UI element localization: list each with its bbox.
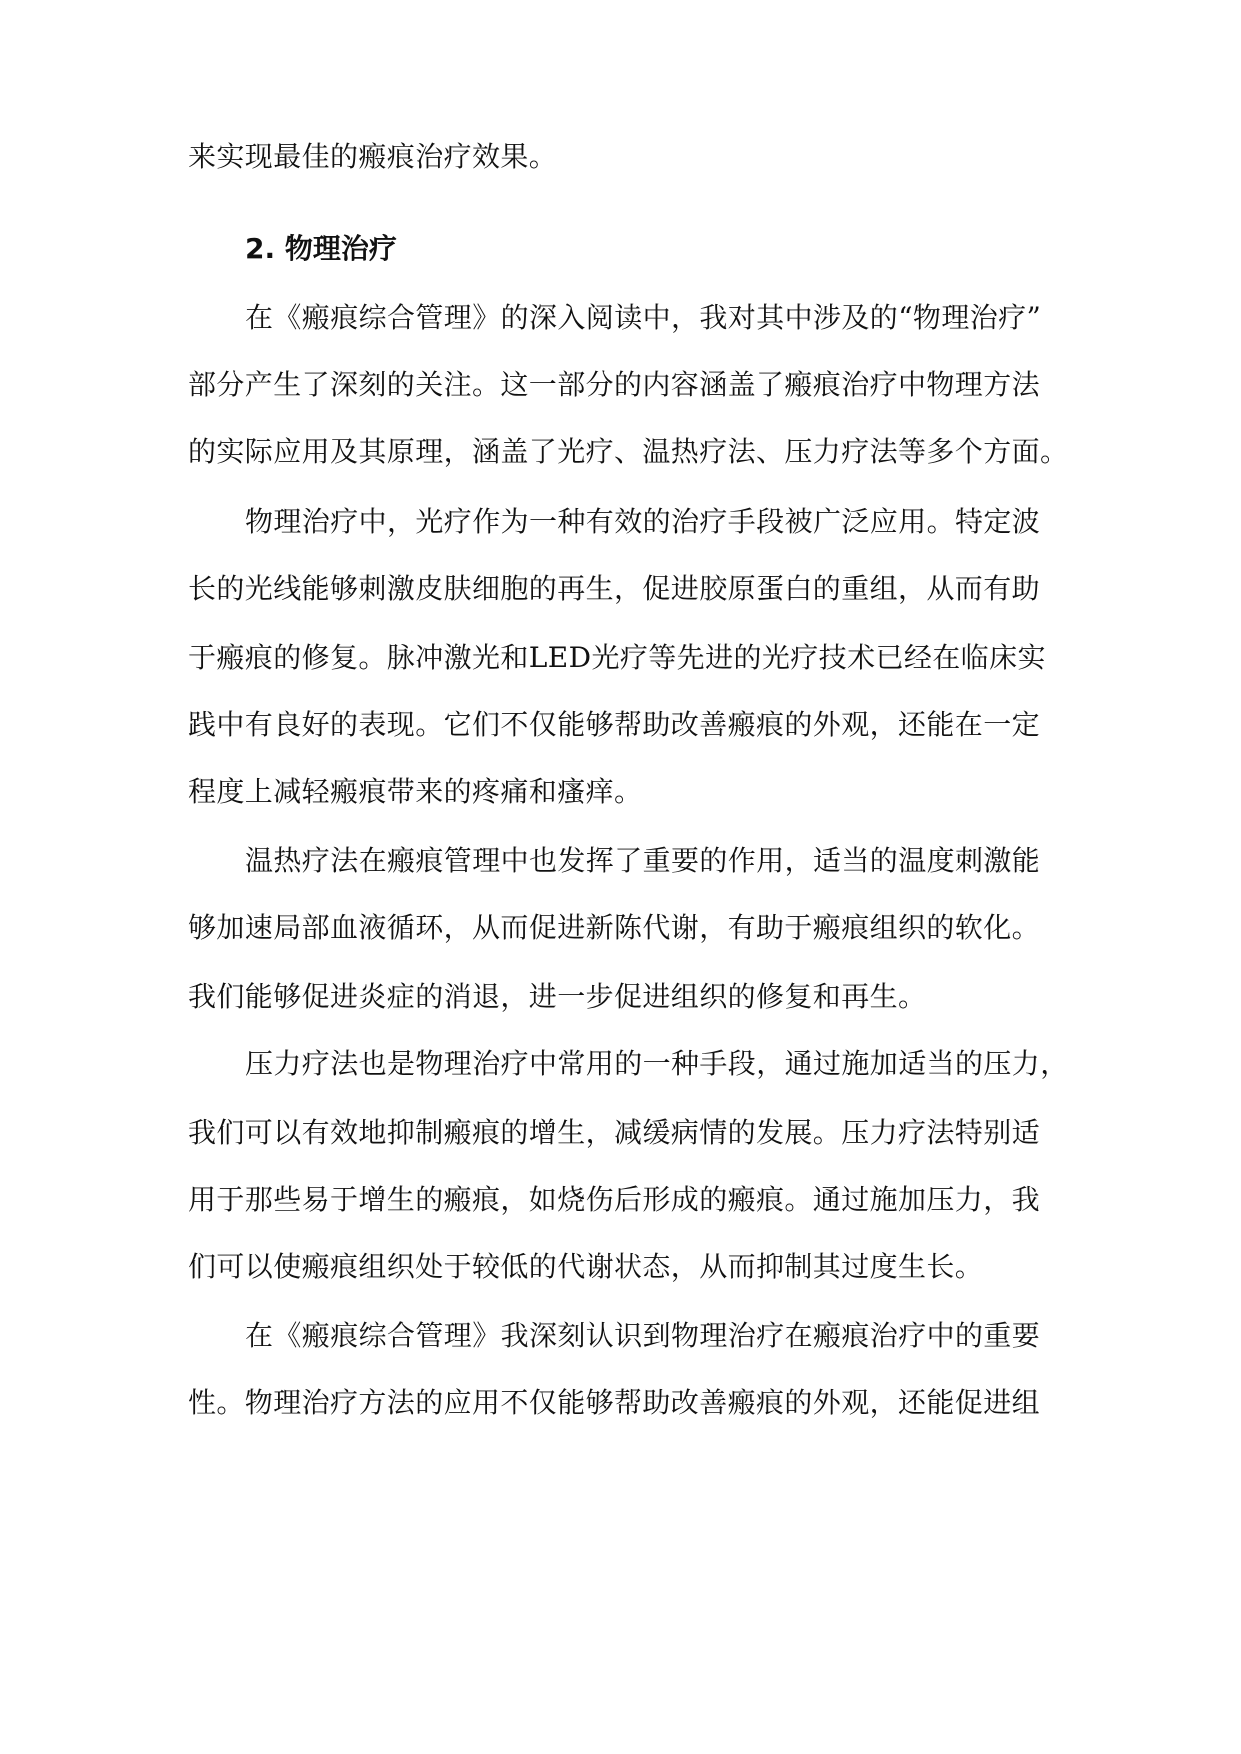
- text-line: 的实际应用及其原理，涵盖了光疗、温热疗法、压力疗法等多个方面。: [188, 435, 1069, 468]
- text-line: 性。物理治疗方法的应用不仅能够帮助改善瘢痕的外观，还能促进组: [188, 1386, 1041, 1419]
- text-line: 于瘢痕的修复。脉冲激光和LED光疗等先进的光疗技术已经在临床实: [188, 641, 1046, 674]
- text-line: 程度上减轻瘢痕带来的疼痛和瘙痒。: [188, 775, 643, 808]
- section-heading: 2. 物理治疗: [245, 232, 397, 265]
- paragraph-first-line: 物理治疗中，光疗作为一种有效的治疗手段被广泛应用。特定波: [245, 505, 1041, 538]
- text-line: 来实现最佳的瘢痕治疗效果。: [188, 140, 558, 173]
- text-line: 部分产生了深刻的关注。这一部分的内容涵盖了瘢痕治疗中物理方法: [188, 368, 1041, 401]
- paragraph-first-line: 压力疗法也是物理治疗中常用的一种手段，通过施加适当的压力，: [245, 1047, 1069, 1080]
- text-line: 践中有良好的表现。它们不仅能够帮助改善瘢痕的外观，还能在一定: [188, 708, 1041, 741]
- text-line: 我们可以有效地抑制瘢痕的增生，减缓病情的发展。压力疗法特别适: [188, 1116, 1041, 1149]
- paragraph-first-line: 在《瘢痕综合管理》的深入阅读中，我对其中涉及的“物理治疗”: [245, 301, 1042, 334]
- text-line: 够加速局部血液循环，从而促进新陈代谢，有助于瘢痕组织的软化。: [188, 911, 1041, 944]
- paragraph-first-line: 温热疗法在瘢痕管理中也发挥了重要的作用，适当的温度刺激能: [245, 844, 1041, 877]
- paragraph-first-line: 在《瘢痕综合管理》我深刻认识到物理治疗在瘢痕治疗中的重要: [245, 1319, 1041, 1352]
- text-line: 们可以使瘢痕组织处于较低的代谢状态，从而抑制其过度生长。: [188, 1250, 984, 1283]
- text-line: 用于那些易于增生的瘢痕，如烧伤后形成的瘢痕。通过施加压力，我: [188, 1183, 1041, 1216]
- text-line: 我们能够促进炎症的消退，进一步促进组织的修复和再生。: [188, 980, 927, 1013]
- text-line: 长的光线能够刺激皮肤细胞的再生，促进胶原蛋白的重组，从而有助: [188, 572, 1041, 605]
